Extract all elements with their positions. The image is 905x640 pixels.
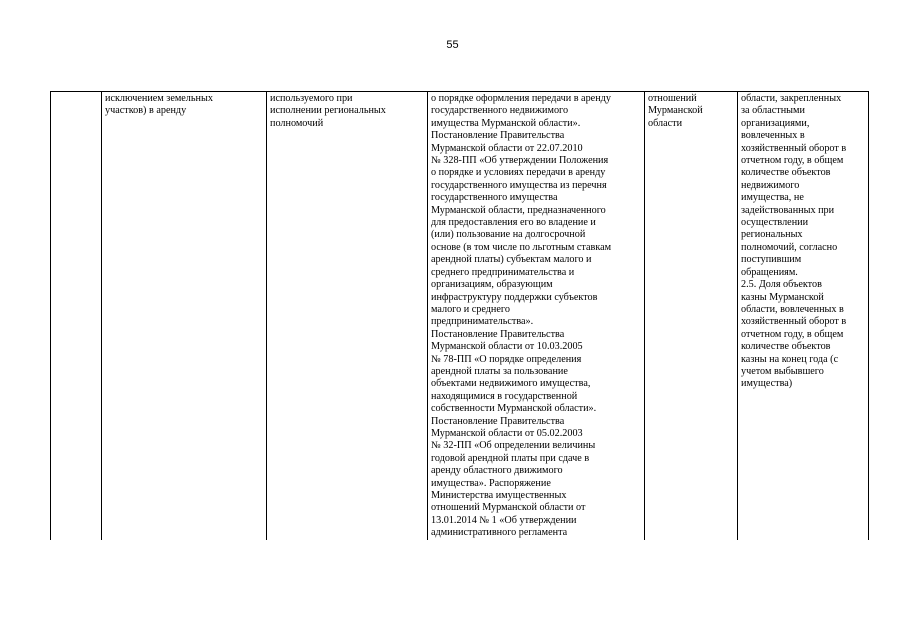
cell-text-line: полномочий — [270, 117, 324, 129]
cell-text-line: (или) пользование на долгосрочной — [431, 229, 586, 241]
cell-text-line: имущества, не — [741, 192, 804, 204]
cell-text-line: региональных — [741, 229, 803, 241]
cell-text-line: имущества Мурманской области». — [431, 117, 581, 129]
document-table — [50, 91, 869, 540]
cell-text-line: области, вовлеченных в — [741, 303, 844, 315]
cell-text-line: вовлеченных в — [741, 130, 805, 142]
cell-text-line: предпринимательства». — [431, 316, 534, 328]
cell-text-line: задействованных при — [741, 204, 835, 216]
cell-text-line: о порядке и условиях передачи в аренду — [431, 167, 606, 179]
table-cell-responsible — [645, 92, 738, 540]
cell-text-line: малого и среднего — [431, 303, 510, 315]
cell-text-line: области — [648, 117, 683, 129]
cell-text-line: № 78-ПП «О порядке определения — [431, 353, 582, 365]
table-cell-legal-acts — [428, 92, 645, 540]
table-cell-purpose — [267, 92, 428, 540]
cell-text-line: Мурманской области от 22.07.2010 — [431, 142, 583, 154]
cell-text-line: Мурманской — [648, 105, 703, 117]
cell-text-line: отношений Мурманской области от — [431, 502, 586, 514]
cell-text-line: исполнении региональных — [270, 105, 386, 117]
page-number: 55 — [446, 39, 459, 51]
cell-text-line: Постановление Правительства — [431, 415, 565, 427]
cell-text-line: основе (в том числе по льготным ставкам — [431, 241, 612, 253]
cell-text-line: 2.5. Доля объектов — [741, 279, 822, 291]
table-row — [51, 92, 869, 540]
cell-text-line: инфраструктуру поддержки субъектов — [431, 291, 598, 303]
cell-text-line: используемого при — [270, 93, 353, 104]
cell-text-line: количестве объектов — [741, 341, 831, 353]
cell-text-line: собственности Мурманской области». — [431, 403, 597, 415]
cell-text-line: государственного недвижимого — [431, 105, 569, 117]
cell-text-line: Министерства имущественных — [431, 490, 567, 501]
cell-text-line: объектами недвижимого имущества, — [431, 378, 591, 390]
cell-text-line: организациями, — [741, 117, 810, 129]
cell-text-line: отчетном году, в общем — [741, 155, 844, 167]
cell-text-line: арендной платы за пользование — [431, 365, 568, 377]
cell-text-line: отношений — [648, 93, 697, 104]
cell-text-line: Мурманской области от 05.02.2003 — [431, 427, 583, 439]
cell-text-line: участков) в аренду — [105, 105, 187, 117]
cell-text-line: количестве объектов — [741, 167, 831, 179]
cell-text-line: для предоставления его во владение и — [431, 217, 596, 229]
cell-text-line: государственного имущества — [431, 192, 558, 204]
cell-text-line: 13.01.2014 № 1 «Об утверждении — [431, 514, 577, 526]
cell-text-line: за областными — [741, 105, 805, 117]
cell-text-line: недвижимого — [741, 179, 800, 191]
cell-text-line: осуществлении — [741, 217, 809, 229]
cell-text-line: о порядке оформления передачи в аренду — [431, 93, 611, 104]
cell-text-line: имущества) — [741, 378, 793, 390]
cell-text-line: Мурманской области от 10.03.2005 — [431, 341, 583, 353]
cell-text-line: полномочий, согласно — [741, 241, 838, 253]
cell-text-line: исключением земельных — [105, 93, 213, 104]
cell-text-line: казны Мурманской — [741, 291, 824, 303]
cell-text-line: поступившим — [741, 254, 802, 266]
table-cell-indicators — [738, 92, 869, 540]
cell-text-line: государственного имущества из перечня — [431, 179, 607, 191]
cell-text-line: аренду областного движимого — [431, 465, 563, 477]
table-cell-number — [51, 92, 102, 540]
table-cell-object — [102, 92, 267, 540]
cell-text-line: казны на конец года (с — [741, 353, 839, 365]
cell-text-line: Постановление Правительства — [431, 130, 565, 142]
cell-text-line: организациям, образующим — [431, 279, 553, 291]
cell-text-line: области, закрепленных — [741, 93, 842, 104]
cell-text-line: № 328-ПП «Об утверждении Положения — [431, 155, 609, 167]
cell-text-line: хозяйственный оборот в — [741, 142, 847, 154]
cell-text-line: административного регламента — [431, 527, 568, 539]
cell-text-line: № 32-ПП «Об определении величины — [431, 440, 596, 452]
cell-text-line: учетом выбывшего — [741, 365, 824, 377]
cell-text-line: обращениям. — [741, 266, 798, 278]
cell-text-line: Постановление Правительства — [431, 328, 565, 340]
cell-text-line: хозяйственный оборот в — [741, 316, 847, 328]
cell-text-line: отчетном году, в общем — [741, 328, 844, 340]
cell-text-line: находящимися в государственной — [431, 390, 578, 402]
cell-text-line: Мурманской области, предназначенного — [431, 204, 606, 216]
cell-text-line: арендной платы) субъектам малого и — [431, 254, 592, 266]
cell-text-line: годовой арендной платы при сдаче в — [431, 452, 590, 464]
cell-text-line: среднего предпринимательства и — [431, 266, 575, 278]
cell-text-line: имущества». Распоряжение — [431, 477, 551, 489]
